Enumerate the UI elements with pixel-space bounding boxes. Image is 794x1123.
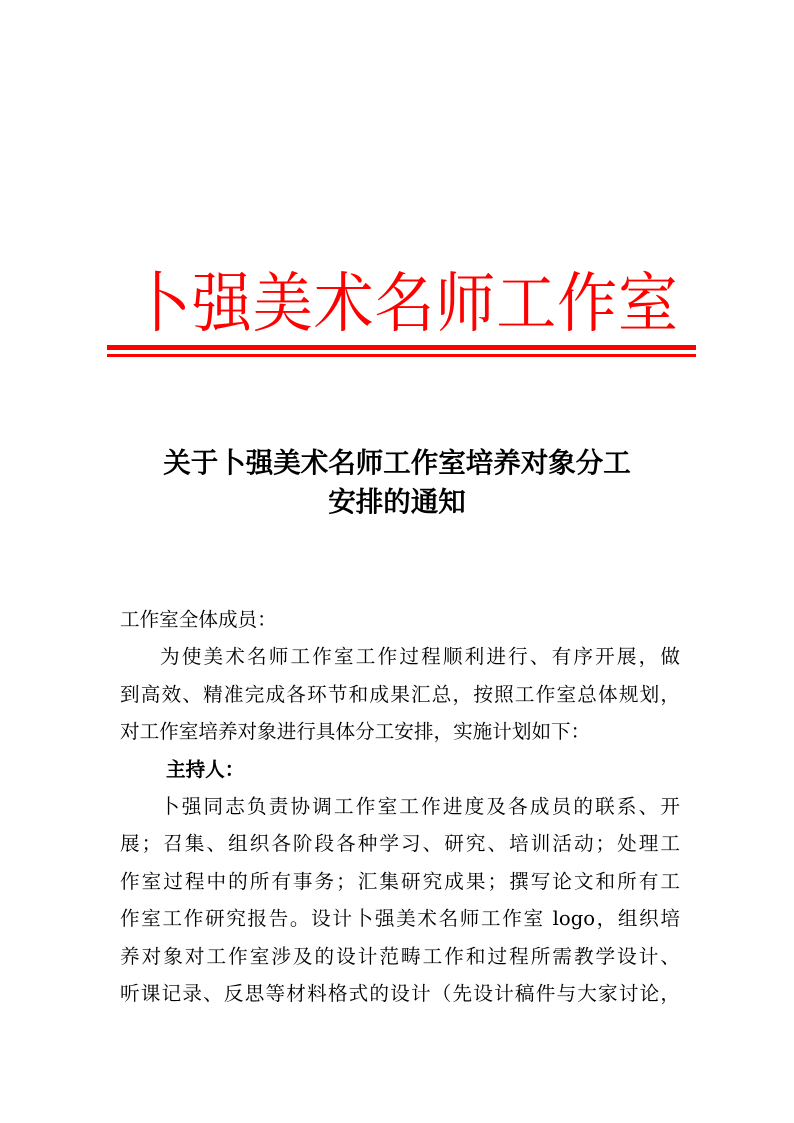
host-line: 卜强同志负责协调工作室工作进度及各成员的联系、开 [160,794,680,818]
salutation: 工作室全体成员： [120,608,277,631]
host-line: 作室工作研究报告。设计卜强美术名师工作室 logo，组织培 [120,907,680,931]
masthead-char: 工 [496,266,557,342]
masthead-char: 室 [618,266,678,342]
host-line: 养对象对工作室涉及的设计范畴工作和过程所需教学设计、 [120,944,680,968]
intro-line: 为使美术名师工作室工作过程顺利进行、有序开展，做 [160,645,680,669]
host-line: 展；召集、组织各阶段各种学习、研究、培训活动；处理工 [120,832,680,856]
heading-line-1: 关于卜强美术名师工作室培养对象分工 [163,447,631,479]
intro-line: 对工作室培养对象进行具体分工安排，实施计划如下： [120,720,591,744]
masthead-rule-thin [107,354,696,357]
masthead-title [107,268,696,340]
masthead-char: 强 [191,266,252,342]
host-line: 作室过程中的所有事务；汇集研究成果；撰写论文和所有工 [120,869,680,893]
masthead-rule-thick [107,345,696,350]
document-body [120,601,680,1012]
masthead-char: 美 [252,266,313,342]
section-heading-host: 主持人： [166,757,245,781]
masthead-char: 作 [557,266,618,342]
masthead-char: 卜 [131,266,191,342]
masthead-char: 师 [435,266,496,342]
masthead-char: 术 [313,266,374,342]
masthead-char: 名 [374,266,435,342]
host-line: 听课记录、反思等材料格式的设计（先设计稿件与大家讨论， [120,981,680,1005]
heading-line-2: 安排的通知 [328,486,466,518]
intro-line: 到高效、精准完成各环节和成果汇总，按照工作室总体规划， [120,682,680,706]
document-heading [100,444,694,522]
